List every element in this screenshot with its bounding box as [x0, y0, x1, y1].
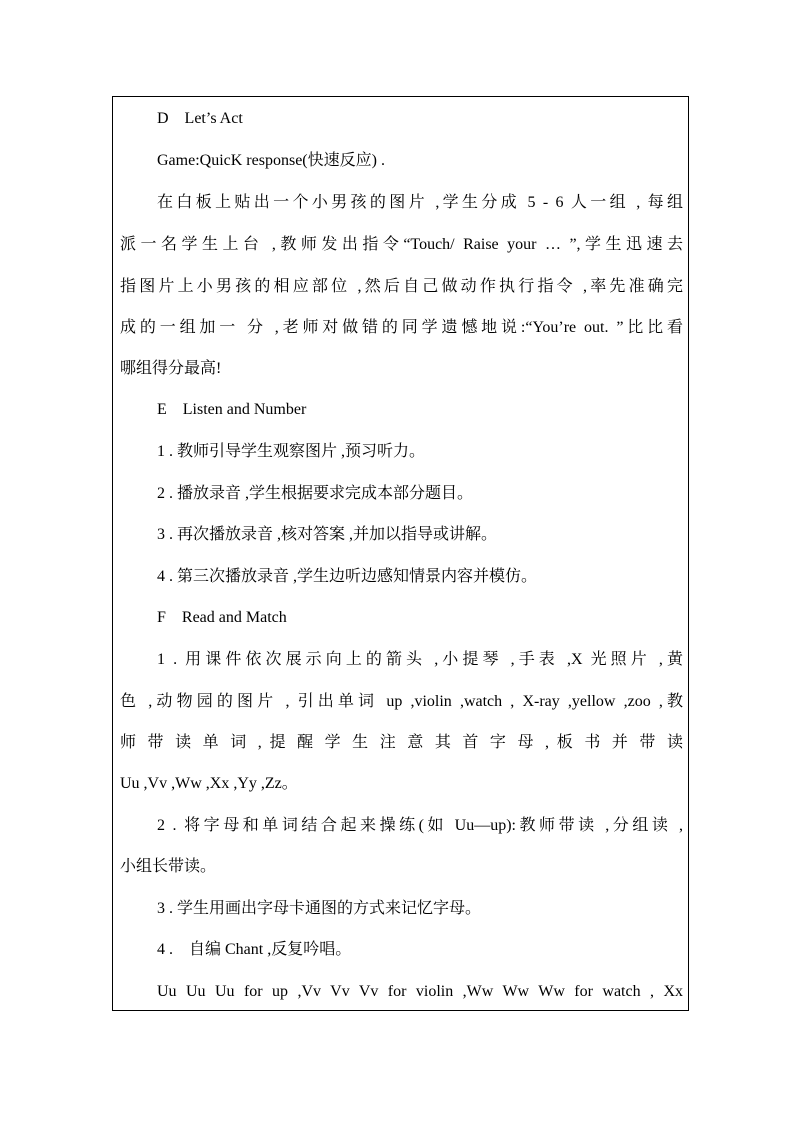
paragraph-line: Uu ,Vv ,Ww ,Xx ,Yy ,Zz。 [120, 775, 298, 792]
paragraph-line: 在白板上贴出一个小男孩的图片 ,学生分成 5 - 6 人一组 , 每组 [157, 194, 683, 211]
paragraph-line: 派一名学生上台 ,教师发出指令“Touch/ Raise your … ”,学生迅速去 [120, 236, 683, 253]
section-heading-d: D Let’s Act [157, 110, 243, 127]
lesson-plan-cell [112, 96, 689, 1011]
game-title-line: Game:QuicK response(快速反应) . [157, 152, 385, 169]
list-item: 4 . 第三次播放录音 ,学生边听边感知情景内容并模仿。 [157, 568, 538, 585]
list-item: 3 . 再次播放录音 ,核对答案 ,并加以指导或讲解。 [157, 526, 498, 543]
paragraph-line: 指图片上小男孩的相应部位 ,然后自己做动作执行指令 ,率先准确完 [120, 278, 683, 295]
list-item: 4 . 自编 Chant ,反复吟唱。 [157, 941, 352, 958]
list-item: 2 . 播放录音 ,学生根据要求完成本部分题目。 [157, 485, 474, 502]
list-item: 1 . 用课件依次展示向上的箭头 ,小提琴 ,手表 ,X 光照片 ,黄 [157, 651, 683, 668]
paragraph-line: 成的一组加一 分 ,老师对做错的同学遗憾地说:“You’re out. ”比比看 [120, 319, 683, 336]
paragraph-line: 哪组得分最高! [120, 360, 222, 377]
list-item: 2 . 将字母和单词结合起来操练(如 Uu—up):教师带读 ,分组读 , [157, 817, 683, 834]
list-item: 3 . 学生用画出字母卡通图的方式来记忆字母。 [157, 900, 482, 917]
section-heading-f: F Read and Match [157, 609, 287, 626]
paragraph-line: 小组长带读。 [120, 858, 217, 875]
paragraph-line: 师 带 读 单 词 , 提 醒 学 生 注 意 其 首 字 母 , 板 书 并 带 读 [120, 734, 683, 751]
chant-line: Uu Uu Uu for up ,Vv Vv Vv for violin ,Ww Ww Ww for watch , Xx [157, 983, 683, 1000]
list-item: 1 . 教师引导学生观察图片 ,预习听力。 [157, 443, 426, 460]
paragraph-line: 色 ,动物园的图片 , 引出单词 up ,violin ,watch , X-ray ,yellow ,zoo ,教 [120, 693, 683, 710]
section-heading-e: E Listen and Number [157, 401, 307, 418]
